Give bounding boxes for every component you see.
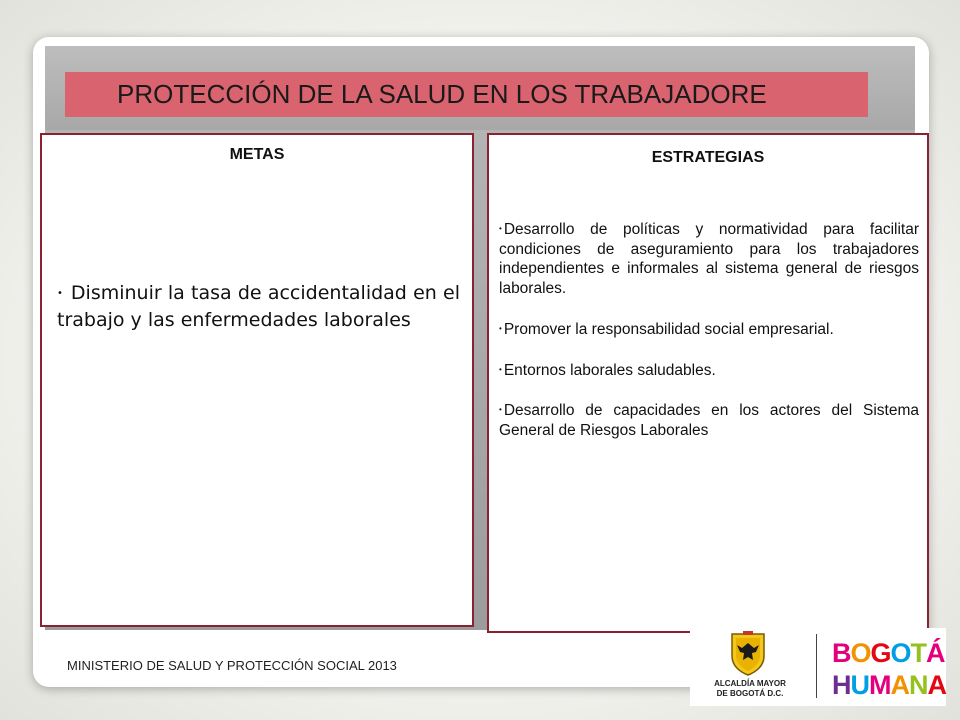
alcaldia-label: ALCALDÍA MAYOR DE BOGOTÁ D.C. (714, 679, 786, 698)
logo-divider (816, 634, 817, 698)
bullet-icon: • (57, 288, 63, 299)
bullet-icon: • (499, 323, 502, 333)
estrategias-list (499, 219, 919, 461)
slide-title: PROTECCIÓN DE LA SALUD EN LOS TRABAJADORE (117, 79, 767, 109)
metas-item-text: Disminuir la tasa de accidentalidad en el trabajo y las enfermedades laborales (57, 282, 460, 331)
metas-item (57, 280, 460, 334)
metas-heading: METAS (229, 146, 285, 163)
bogota-humana-logo (824, 628, 944, 706)
bogota-crest-icon (728, 630, 768, 676)
metas-panel (40, 133, 474, 627)
title-bar (65, 72, 868, 117)
bullet-icon: • (499, 224, 502, 233)
footer-ministry-text: MINISTERIO DE SALUD Y PROTECCIÓN SOCIAL 2013 (67, 658, 397, 673)
bullet-icon: • (499, 364, 502, 374)
list-item: • Desarrollo de políticas y normatividad para facilitar condiciones de aseguramiento para los trabajadores independientes e informales al sistema general de riesgos laborales. (499, 221, 919, 298)
estrategias-heading: ESTRATEGIAS (651, 149, 765, 166)
svg-text:HUMANA: HUMANA (832, 670, 946, 700)
list-item: • Entornos laborales saludables. (499, 361, 716, 379)
svg-text:BOGOTÁ: BOGOTÁ (832, 638, 945, 668)
estrategias-panel (487, 133, 929, 633)
list-item: • Desarrollo de capacidades en los actores del Sistema General de Riesgos Laborales (499, 402, 919, 439)
list-item: • Promover la responsabilidad social empresarial. (499, 320, 834, 338)
bullet-icon: • (499, 405, 502, 415)
